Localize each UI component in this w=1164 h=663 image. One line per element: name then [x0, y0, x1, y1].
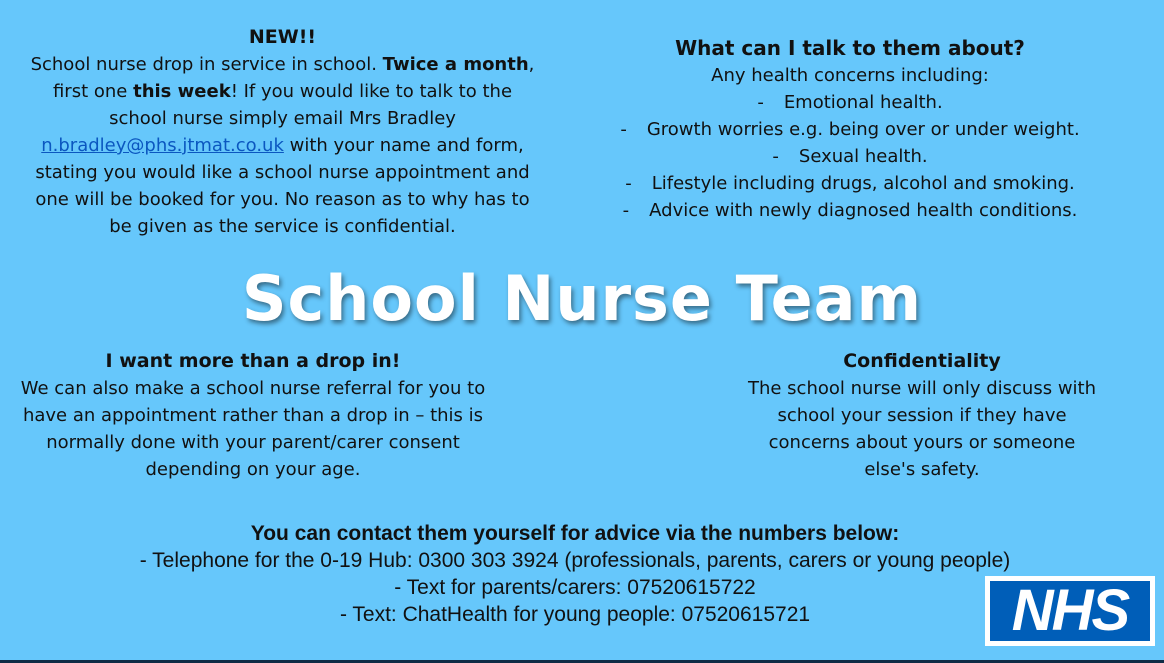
confidentiality-line-2: school your session if they have [777, 405, 1067, 426]
drop-in-line-5: stating you would like a school nurse appointment and [35, 162, 530, 183]
list-item [590, 116, 1110, 143]
bullet-dash: - [772, 146, 779, 167]
drop-in-heading: NEW!! [248, 26, 317, 48]
more-than-drop-in-line-2: have an appointment rather than a drop in – this is [22, 405, 484, 426]
nhs-logo [985, 576, 1155, 646]
contact-text-young-people: - Text: ChatHealth for young people: 07520615721 [339, 603, 811, 626]
nhs-logo-text: NHS [990, 581, 1150, 641]
confidentiality-line-1: The school nurse will only discuss with [747, 378, 1097, 399]
bullet-dash: - [625, 173, 632, 194]
list-item-text: Sexual health. [798, 146, 928, 167]
confidentiality-section [742, 348, 1102, 483]
this-week-text: this week [133, 81, 231, 102]
confidentiality-heading: Confidentiality [843, 350, 1001, 372]
list-item-text: Growth worries e.g. being over or under weight. [646, 119, 1080, 140]
contact-telephone: - Telephone for the 0-19 Hub: 0300 303 3924 (professionals, parents, carers or young people) [139, 549, 1011, 572]
drop-in-text: ! If you would like to talk to the [230, 81, 513, 102]
drop-in-line-2 [30, 78, 535, 105]
more-than-drop-in-line-1: We can also make a school nurse referral for you to [20, 378, 486, 399]
list-item-text: Advice with newly diagnosed health conditions. [649, 200, 1078, 221]
list-item [590, 89, 1110, 116]
confidentiality-line-3: concerns about yours or someone [768, 432, 1076, 453]
list-item [590, 170, 1110, 197]
drop-in-text: , [528, 54, 535, 75]
list-item [590, 197, 1110, 224]
drop-in-line-3: school nurse simply email Mrs Bradley [109, 108, 456, 129]
drop-in-text: first one [52, 81, 134, 102]
talk-about-section [590, 35, 1110, 224]
bullet-dash: - [620, 119, 627, 140]
bullet-dash: - [757, 92, 764, 113]
drop-in-line-6: one will be booked for you. No reason as to why has to [35, 189, 530, 210]
contact-text-parents: - Text for parents/carers: 07520615722 [394, 576, 756, 599]
talk-about-heading: What can I talk to them about? [675, 36, 1025, 60]
drop-in-line-1 [30, 51, 535, 78]
drop-in-text: with your name and form, [283, 135, 524, 156]
page-title: School Nurse Team [241, 262, 923, 335]
email-link[interactable]: n.bradley@phs.jtmat.co.uk [41, 135, 284, 156]
more-than-drop-in-heading: I want more than a drop in! [105, 350, 401, 372]
more-than-drop-in-section [18, 348, 488, 483]
drop-in-text: School nurse drop in service in school. [30, 54, 383, 75]
confidentiality-line-4: else's safety. [864, 459, 980, 480]
list-item-text: Lifestyle including drugs, alcohol and smoking. [651, 173, 1075, 194]
more-than-drop-in-line-4: depending on your age. [145, 459, 361, 480]
twice-a-month-text: Twice a month [382, 54, 529, 75]
health-concerns-list [590, 89, 1110, 224]
bullet-dash: - [622, 200, 630, 221]
contact-section [0, 520, 1150, 628]
drop-in-section [30, 24, 535, 240]
drop-in-line-4 [30, 132, 535, 159]
list-item [590, 143, 1110, 170]
contact-heading: You can contact them yourself for advice via the numbers below: [250, 522, 900, 545]
talk-about-intro: Any health concerns including: [711, 65, 989, 86]
drop-in-line-7: be given as the service is confidential. [109, 216, 456, 237]
more-than-drop-in-line-3: normally done with your parent/carer consent [46, 432, 460, 453]
list-item-text: Emotional health. [783, 92, 943, 113]
